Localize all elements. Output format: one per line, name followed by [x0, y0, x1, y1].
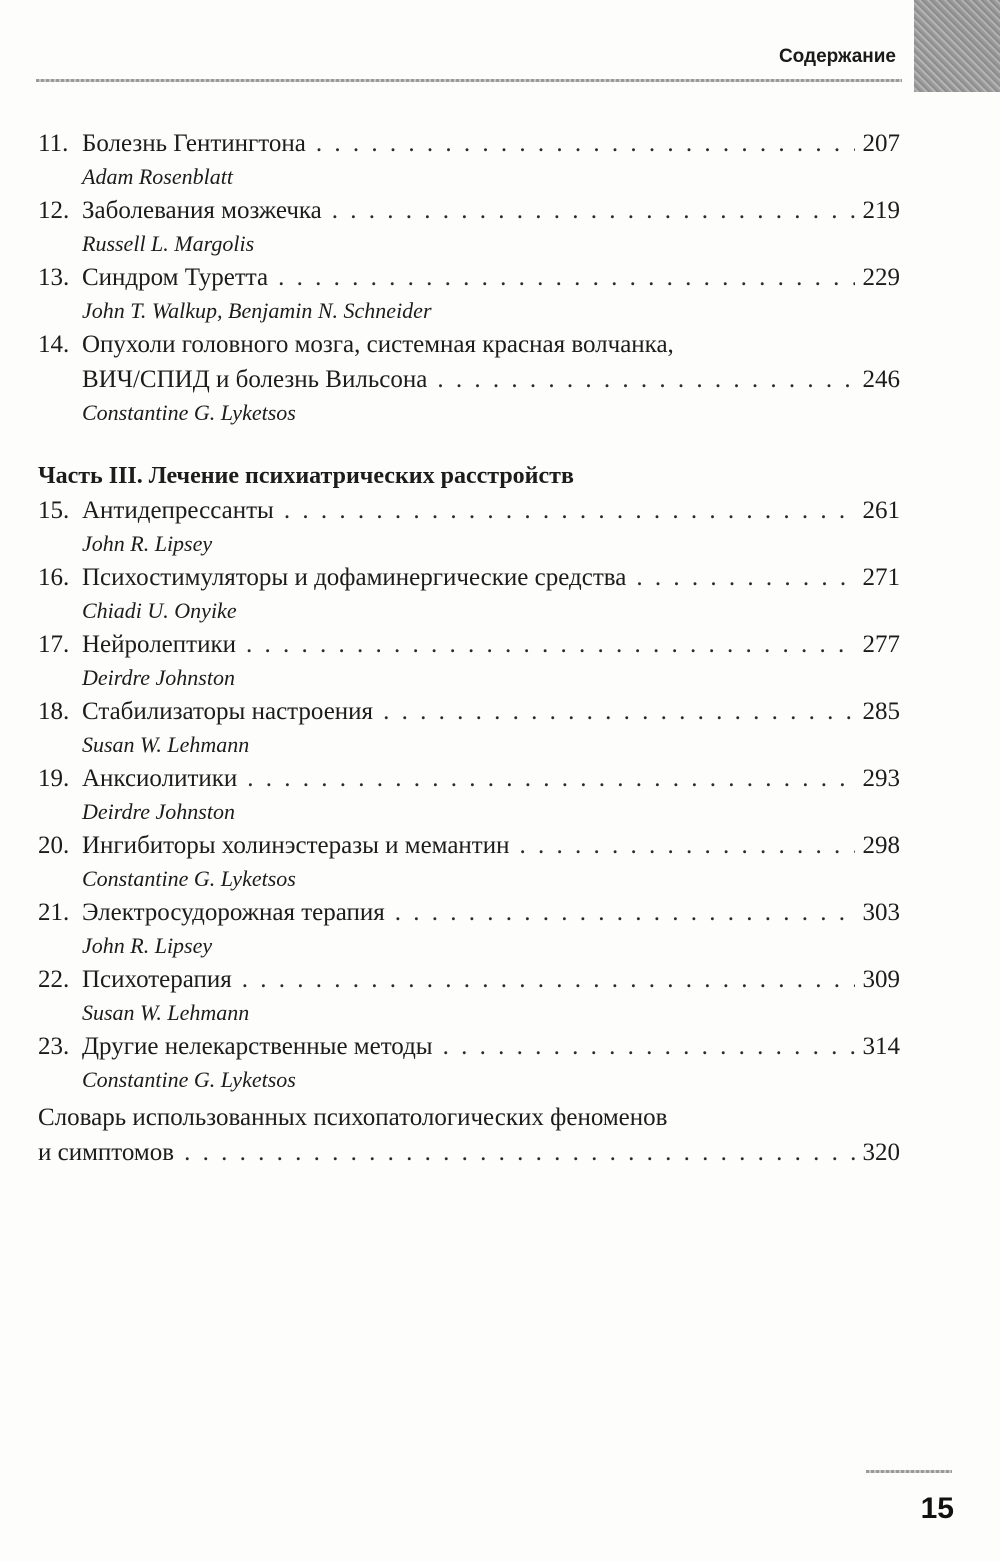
footer-rule	[866, 1470, 952, 1473]
entry-number: 12.	[38, 197, 70, 224]
entry-page: 219	[862, 197, 900, 224]
toc-entry[interactable]	[38, 193, 900, 260]
entry-author: Susan W. Lehmann	[82, 732, 250, 757]
leader-dots	[636, 560, 854, 595]
entry-title: Болезнь Гентингтона	[82, 130, 306, 157]
leader-dots	[278, 260, 854, 295]
entry-title: Стабилизаторы настроения	[82, 698, 374, 725]
entry-author: Russell L. Margolis	[82, 231, 255, 256]
toc-entry[interactable]	[38, 260, 900, 327]
toc-entry[interactable]	[38, 126, 900, 193]
toc-entry-14[interactable]	[38, 327, 900, 429]
entry-title: Ингибиторы холинэстеразы и мемантин	[82, 832, 510, 859]
entry-title-line2: ВИЧ/СПИД и болезнь Вильсона	[82, 366, 428, 393]
leader-dots	[242, 962, 855, 997]
entry-title-line1: Опухоли головного мозга, системная красная волчанка,	[82, 331, 674, 358]
entry-page: 271	[862, 564, 900, 591]
entry-title: Нейролептики	[82, 631, 236, 658]
entry-number: 23.	[38, 1033, 70, 1060]
toc-group-part3	[38, 493, 900, 1096]
corner-thumb-tab	[914, 0, 1000, 92]
toc-entry[interactable]	[38, 1029, 900, 1096]
entry-title: Психостимуляторы и дофаминергические средства	[82, 564, 627, 591]
entry-page: 293	[862, 765, 900, 792]
entry-author: Adam Rosenblatt	[82, 164, 233, 189]
leader-dots	[383, 694, 854, 729]
entry-page: 303	[862, 899, 900, 926]
entry-page: 320	[862, 1139, 900, 1166]
toc-entry-glossary[interactable]	[38, 1100, 900, 1170]
entry-number: 19.	[38, 765, 70, 792]
entry-author: Chiadi U. Onyike	[82, 598, 237, 623]
leader-dots	[519, 828, 854, 863]
toc-entry[interactable]	[38, 627, 900, 694]
glossary-title-line2: и симптомов	[38, 1139, 175, 1166]
table-of-contents	[38, 126, 900, 1170]
leader-dots	[316, 126, 855, 161]
leader-dots	[437, 362, 854, 397]
leader-dots	[332, 193, 855, 228]
toc-group-part2-tail	[38, 126, 900, 327]
leader-dots	[443, 1029, 855, 1064]
entry-title: Психотерапия	[82, 966, 232, 993]
entry-author: Susan W. Lehmann	[82, 1000, 250, 1025]
entry-number: 16.	[38, 564, 70, 591]
toc-entry[interactable]	[38, 828, 900, 895]
entry-author: Constantine G. Lyketsos	[82, 866, 296, 891]
toc-entry[interactable]	[38, 560, 900, 627]
leader-dots	[395, 895, 855, 930]
toc-entry[interactable]	[38, 761, 900, 828]
toc-entry[interactable]	[38, 493, 900, 560]
entry-page: 309	[862, 966, 900, 993]
page-number: 15	[920, 1492, 954, 1525]
entry-author: John R. Lipsey	[82, 531, 213, 556]
entry-author: John R. Lipsey	[82, 933, 213, 958]
entry-page: 277	[862, 631, 900, 658]
leader-dots	[284, 493, 855, 528]
entry-number: 15.	[38, 497, 70, 524]
toc-entry[interactable]	[38, 694, 900, 761]
entry-title: Электросудорожная терапия	[82, 899, 385, 926]
header-rule	[36, 79, 902, 82]
entry-title: Другие нелекарственные методы	[82, 1033, 433, 1060]
entry-number: 20.	[38, 832, 70, 859]
entry-author: Constantine G. Lyketsos	[82, 400, 296, 425]
entry-page: 207	[862, 130, 900, 157]
entry-number: 11.	[38, 130, 69, 157]
glossary-title-line1: Словарь использованных психопатологических феноменов	[38, 1104, 668, 1131]
entry-author: Constantine G. Lyketsos	[82, 1067, 296, 1092]
running-head: Содержание	[778, 46, 896, 67]
leader-dots	[247, 761, 854, 796]
entry-author: Deirdre Johnston	[82, 665, 235, 690]
entry-author: John T. Walkup, Benjamin N. Schneider	[82, 298, 432, 323]
entry-number: 22.	[38, 966, 70, 993]
entry-page: 298	[862, 832, 900, 859]
entry-title: Антидепрессанты	[82, 497, 274, 524]
entry-page: 314	[862, 1033, 900, 1060]
leader-dots	[246, 627, 855, 662]
entry-page: 261	[862, 497, 900, 524]
toc-entry[interactable]	[38, 895, 900, 962]
entry-page: 285	[862, 698, 900, 725]
entry-author: Deirdre Johnston	[82, 799, 235, 824]
entry-title: Заболевания мозжечка	[82, 197, 322, 224]
part-heading: Часть III. Лечение психиатрических расстройств	[38, 463, 574, 489]
entry-number: 14.	[38, 331, 70, 358]
leader-dots	[184, 1135, 854, 1170]
entry-title: Анксиолитики	[82, 765, 238, 792]
entry-page: 246	[862, 366, 900, 393]
entry-number: 17.	[38, 631, 70, 658]
toc-entry[interactable]	[38, 962, 900, 1029]
entry-number: 13.	[38, 264, 70, 291]
entry-title: Синдром Туретта	[82, 264, 269, 291]
entry-number: 18.	[38, 698, 70, 725]
entry-page: 229	[862, 264, 900, 291]
entry-number: 21.	[38, 899, 70, 926]
